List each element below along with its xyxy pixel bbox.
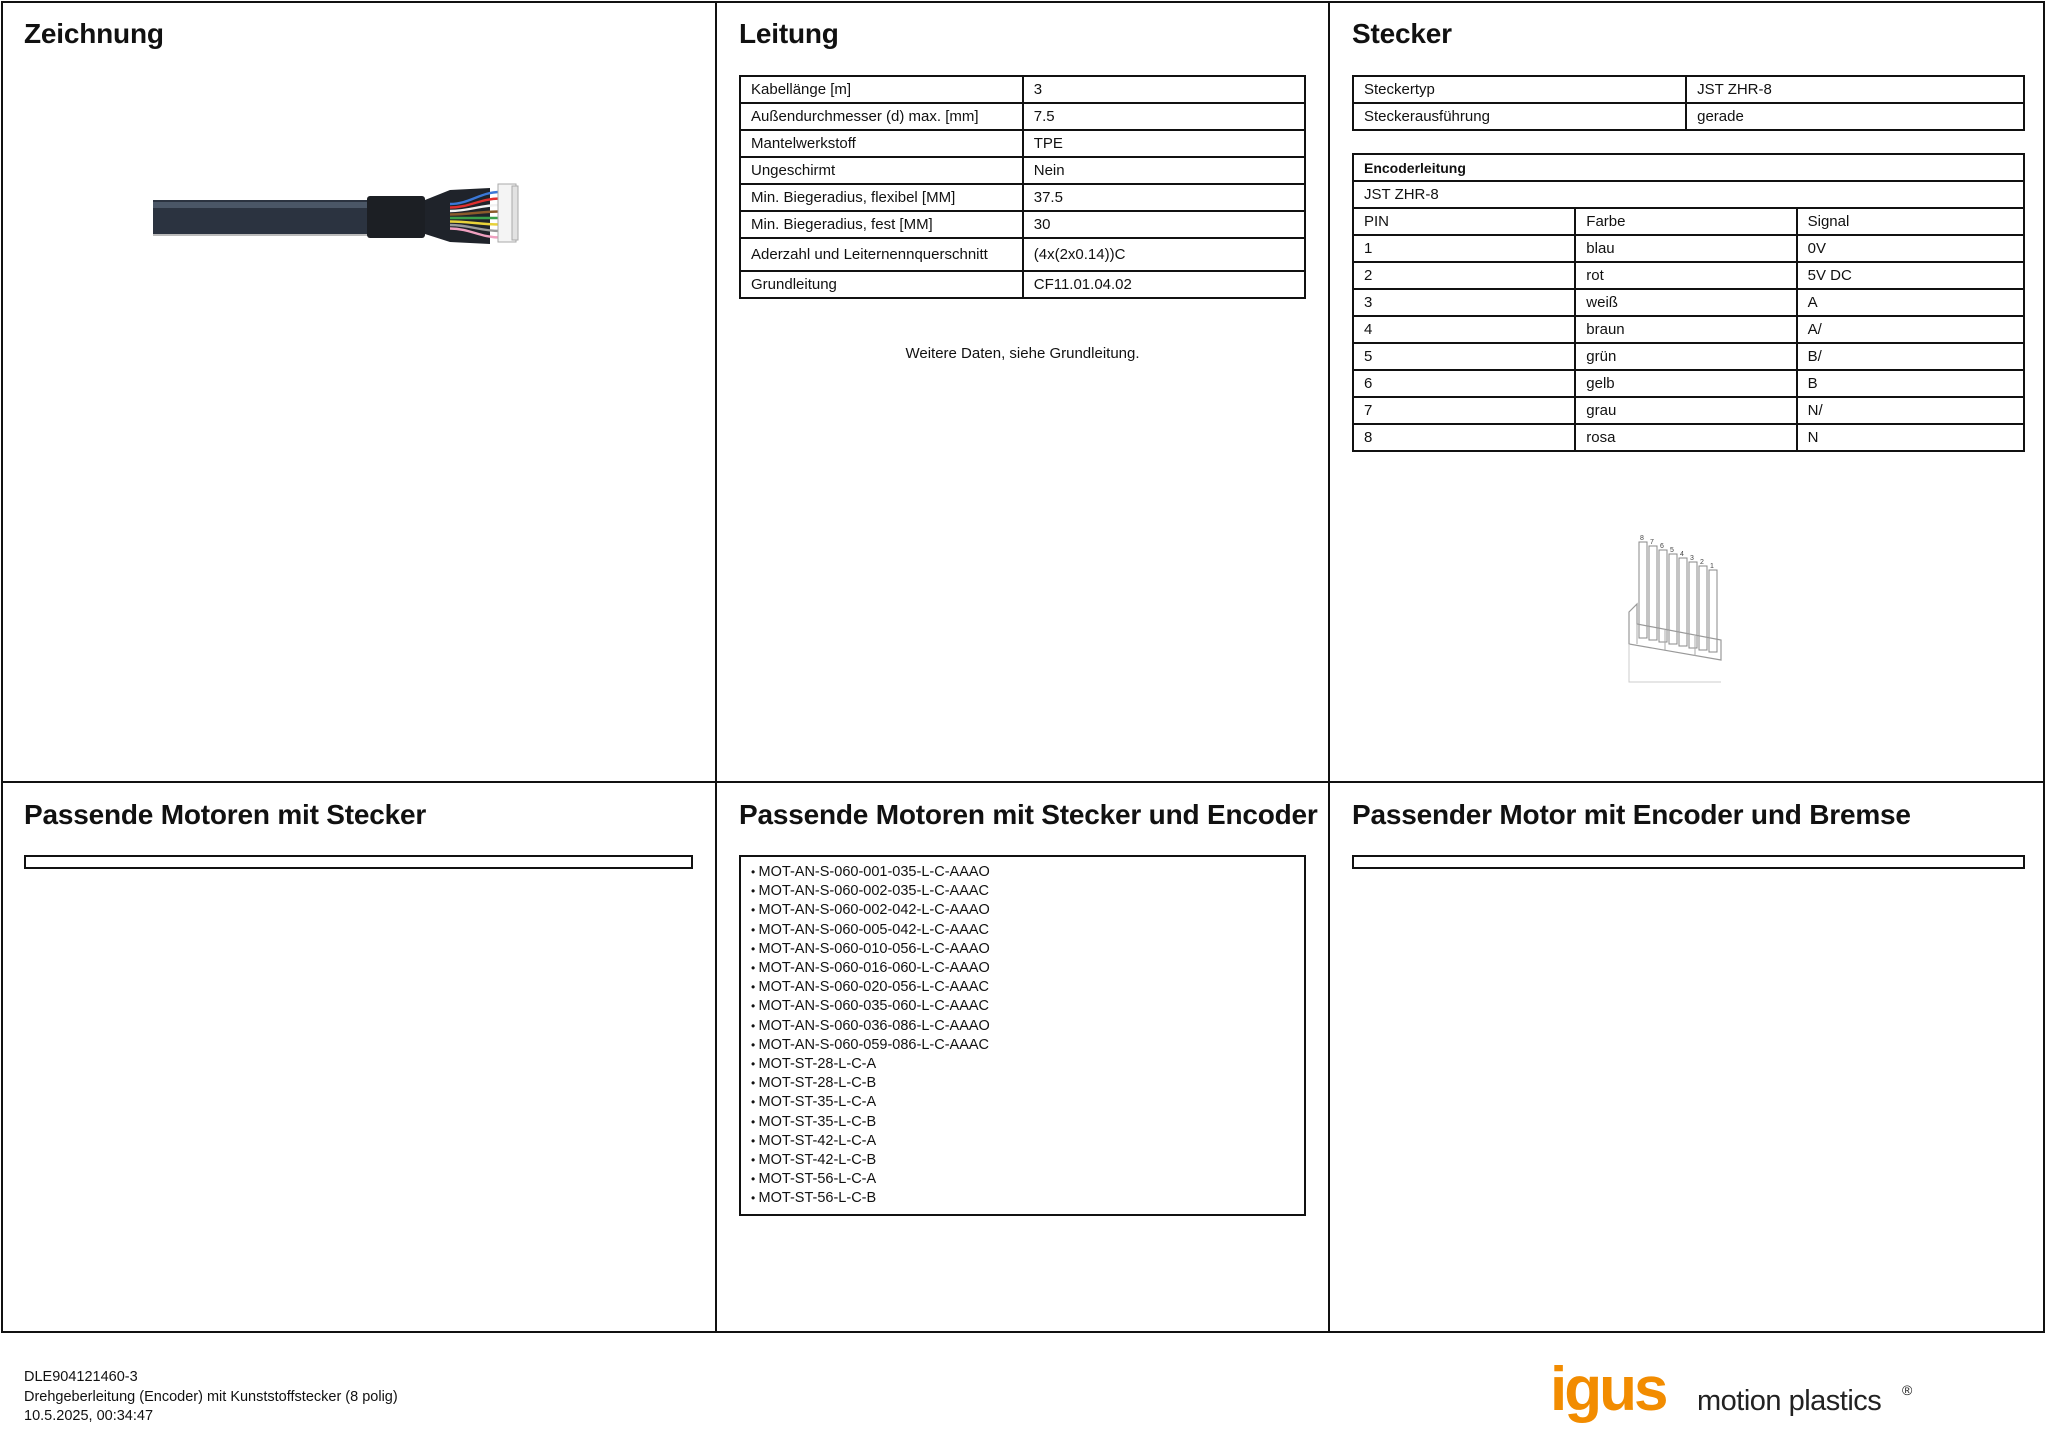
encoder-header: Farbe — [1575, 208, 1796, 235]
print-datetime: 10.5.2025, 00:34:47 — [24, 1408, 154, 1424]
encoder-pin-table — [1352, 153, 2025, 452]
encoder-cell: 8 — [1353, 424, 1575, 451]
motor-list-item: • MOT-AN-S-060-002-042-L-C-AAAO — [751, 901, 1304, 920]
encoder-row — [1353, 343, 2024, 370]
motor-list-item: • MOT-ST-28-L-C-A — [751, 1055, 1304, 1074]
encoder-cell: gelb — [1575, 370, 1796, 397]
encoder-row — [1353, 289, 2024, 316]
motor-list-item: • MOT-AN-S-060-016-060-L-C-AAAO — [751, 959, 1304, 978]
motor-list-item: • MOT-AN-S-060-035-060-L-C-AAAC — [751, 997, 1304, 1016]
motor-list-item: • MOT-ST-35-L-C-A — [751, 1093, 1304, 1112]
motor-list-item: • MOT-AN-S-060-059-086-L-C-AAAC — [751, 1036, 1304, 1055]
encoder-cell: A — [1797, 289, 2024, 316]
panel-title: Zeichnung — [24, 18, 164, 49]
encoder-cell: 7 — [1353, 397, 1575, 424]
encoder-title: Encoderleitung — [1353, 154, 2024, 181]
encoder-cell: 5V DC — [1797, 262, 2024, 289]
encoder-cell: grau — [1575, 397, 1796, 424]
pin-number: 5 — [1670, 547, 1674, 554]
spec-value: 30 — [1023, 211, 1305, 238]
encoder-cell: 5 — [1353, 343, 1575, 370]
connector-row — [1353, 103, 2024, 130]
spec-label: Mantelwerkstoff — [740, 130, 1023, 157]
spec-value: 37.5 — [1023, 184, 1305, 211]
spec-value: Nein — [1023, 157, 1305, 184]
logo-tagline: motion plastics — [1697, 1385, 1882, 1417]
motor-list-item: • MOT-ST-42-L-C-B — [751, 1151, 1304, 1170]
spec-value: (4x(2x0.14))C — [1023, 238, 1305, 271]
encoder-cell: N/ — [1797, 397, 2024, 424]
encoder-cell: B/ — [1797, 343, 2024, 370]
motor-list-item: • MOT-ST-35-L-C-B — [751, 1113, 1304, 1132]
panel-motoren-encoder — [717, 783, 1328, 1333]
spec-label: Außendurchmesser (d) max. [mm] — [740, 103, 1023, 130]
logo-brand: igus — [1550, 1355, 1666, 1424]
connector-table — [1352, 75, 2025, 131]
encoder-row — [1353, 262, 2024, 289]
encoder-cell: 0V — [1797, 235, 2024, 262]
encoder-row — [1353, 235, 2024, 262]
cable-drawing — [150, 174, 550, 254]
motor-list-item: • MOT-ST-42-L-C-A — [751, 1132, 1304, 1151]
spec-label: Aderzahl und Leiternennquerschnitt — [740, 238, 1023, 271]
article-description: Drehgeberleitung (Encoder) mit Kunststoffstecker (8 polig) — [24, 1388, 398, 1405]
encoder-cell: grün — [1575, 343, 1796, 370]
spec-value: CF11.01.04.02 — [1023, 271, 1305, 298]
encoder-cell: weiß — [1575, 289, 1796, 316]
spec-row — [740, 76, 1305, 103]
panel-motor-bremse — [1330, 783, 2046, 1333]
panel-zeichnung — [2, 2, 715, 781]
spec-row — [740, 238, 1305, 271]
spec-label: Ungeschirmt — [740, 157, 1023, 184]
panel-title: Passende Motoren mit Stecker und Encoder — [739, 799, 1318, 830]
motor-list-empty — [24, 855, 693, 869]
encoder-cell: B — [1797, 370, 2024, 397]
motor-list-item: • MOT-AN-S-060-001-035-L-C-AAAO — [751, 863, 1304, 882]
encoder-cell: 3 — [1353, 289, 1575, 316]
encoder-cell: A/ — [1797, 316, 2024, 343]
spec-row — [740, 157, 1305, 184]
spec-value: 7.5 — [1023, 103, 1305, 130]
spec-row — [740, 211, 1305, 238]
panel-stecker — [1330, 2, 2046, 781]
article-number: DLE904121460-3 — [24, 1369, 138, 1385]
encoder-header-row — [1353, 208, 2024, 235]
panel-title: Leitung — [739, 18, 839, 49]
encoder-cell: N — [1797, 424, 2024, 451]
pin-number: 1 — [1710, 563, 1714, 570]
panel-title: Passender Motor mit Encoder und Bremse — [1352, 799, 1911, 830]
panel-title: Passende Motoren mit Stecker — [24, 799, 427, 830]
pin-number: 7 — [1650, 539, 1654, 546]
cable-spec-table — [739, 75, 1306, 299]
panel-leitung — [717, 2, 1328, 781]
spec-label: Grundleitung — [740, 271, 1023, 298]
spec-row — [740, 130, 1305, 157]
spec-row — [740, 184, 1305, 211]
connector-label: Steckerausführung — [1353, 103, 1686, 130]
encoder-row — [1353, 370, 2024, 397]
pin-number: 2 — [1700, 559, 1704, 566]
connector-row — [1353, 76, 2024, 103]
spec-value: 3 — [1023, 76, 1305, 103]
motor-list-item: • MOT-AN-S-060-005-042-L-C-AAAC — [751, 921, 1304, 940]
logo-registered-mark: ® — [1902, 1382, 1913, 1398]
footer-info — [24, 1368, 398, 1427]
encoder-cell: braun — [1575, 316, 1796, 343]
connector-value: JST ZHR-8 — [1686, 76, 2024, 103]
panel-title: Stecker — [1352, 18, 1452, 49]
encoder-cell: rosa — [1575, 424, 1796, 451]
motor-list-item: • MOT-AN-S-060-020-056-L-C-AAAC — [751, 978, 1304, 997]
encoder-row — [1353, 316, 2024, 343]
encoder-cell: blau — [1575, 235, 1796, 262]
motor-list-item: • MOT-AN-S-060-036-086-L-C-AAAO — [751, 1017, 1304, 1036]
encoder-subtitle: JST ZHR-8 — [1353, 181, 2024, 208]
connector-value: gerade — [1686, 103, 2024, 130]
motor-list-item: • MOT-ST-56-L-C-B — [751, 1189, 1304, 1208]
motor-list-item: • MOT-ST-56-L-C-A — [751, 1170, 1304, 1189]
encoder-row — [1353, 424, 2024, 451]
encoder-header: Signal — [1797, 208, 2024, 235]
pin-number: 4 — [1680, 551, 1684, 558]
encoder-row — [1353, 397, 2024, 424]
encoder-cell: rot — [1575, 262, 1796, 289]
pin-shape — [1709, 570, 1717, 652]
spec-value: TPE — [1023, 130, 1305, 157]
igus-logo — [1550, 1355, 1913, 1430]
spec-row — [740, 103, 1305, 130]
pin-shape — [1649, 546, 1657, 640]
connector-pin-drawing — [1625, 532, 1735, 692]
pin-number: 8 — [1640, 535, 1644, 542]
encoder-cell: 6 — [1353, 370, 1575, 397]
motor-list-item: • MOT-AN-S-060-002-035-L-C-AAAC — [751, 882, 1304, 901]
pin-number: 6 — [1660, 543, 1664, 550]
motor-list-item: • MOT-ST-28-L-C-B — [751, 1074, 1304, 1093]
encoder-cell: 2 — [1353, 262, 1575, 289]
spec-label: Kabellänge [m] — [740, 76, 1023, 103]
motor-list-empty — [1352, 855, 2025, 869]
encoder-cell: 4 — [1353, 316, 1575, 343]
panel-motoren-stecker — [2, 783, 715, 1333]
motor-list-item: • MOT-AN-S-060-010-056-L-C-AAAO — [751, 940, 1304, 959]
encoder-cell: 1 — [1353, 235, 1575, 262]
spec-label: Min. Biegeradius, flexibel [MM] — [740, 184, 1023, 211]
connector-label: Steckertyp — [1353, 76, 1686, 103]
spec-note: Weitere Daten, siehe Grundleitung. — [905, 345, 1140, 362]
encoder-header: PIN — [1353, 208, 1575, 235]
pin-number: 3 — [1690, 555, 1694, 562]
motor-list — [739, 855, 1306, 1216]
spec-label: Min. Biegeradius, fest [MM] — [740, 211, 1023, 238]
spec-row — [740, 271, 1305, 298]
pin-shape — [1639, 542, 1647, 638]
